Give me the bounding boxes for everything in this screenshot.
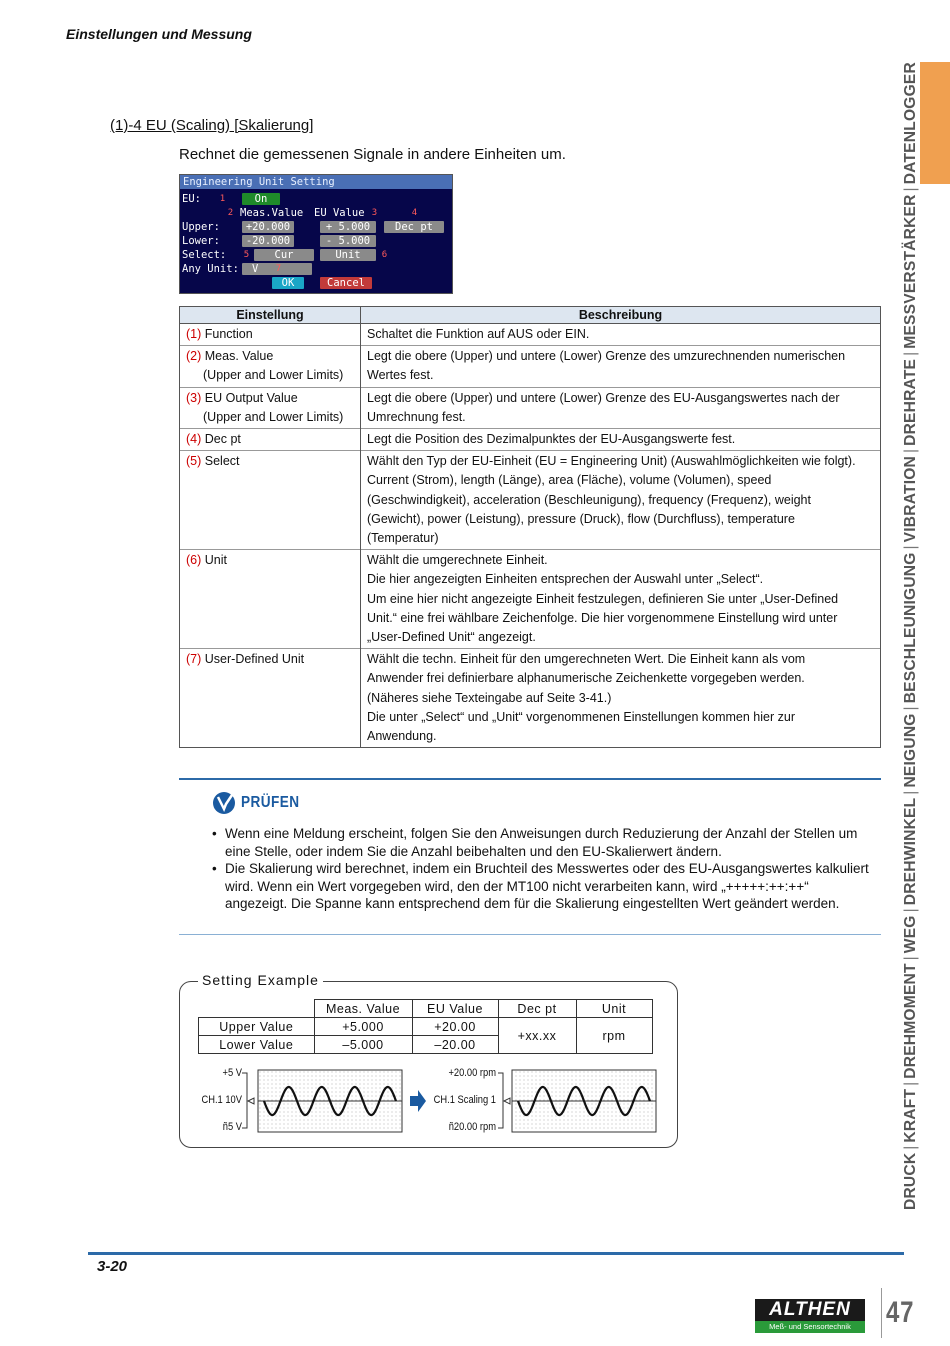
brand-logo [755, 1299, 865, 1333]
description-line: (Gewicht), power (Leistung), pressure (Druck), flow (Durchfluss), temperature [367, 511, 795, 526]
left-top-label: +5 V [222, 1067, 242, 1079]
table-row [180, 324, 881, 346]
setting-name-cell [180, 429, 361, 451]
setting-number: (7) [186, 652, 202, 667]
left-bot-label: ñ5 V [222, 1121, 242, 1133]
marker-6: 6 [381, 250, 388, 260]
side-separator: | [902, 187, 919, 192]
side-tab-neigung[interactable]: NEIGUNG [902, 713, 919, 788]
footer-separator [881, 1288, 882, 1338]
check-bullet: • Die Skalierung wird berechnet, indem ein Bruchteil des Messwertes oder des EU-Ausgangswertes kalkuliert wird. Wenn ein Wert vorgegeben wird, den der MT100 nicht verarbeiten kann, wird „+++++:++:++“ angezeigt. Die Spanne kann entsprechend dem für die Skalierung eingestellten Wert geändert werden. [212, 860, 872, 913]
screen-anyunit-label: Any Unit: [182, 263, 239, 275]
check-bullet: • Wenn eine Meldung erscheint, folgen Sie den Anweisungen durch Reduzierung der Anzahl der Stellen um eine Stelle, oder indem Sie die Anzahl beibehalten und den EU-Skalierwert ändern. [212, 825, 872, 860]
setting-description-cell [361, 429, 881, 451]
setting-name: Meas. Value [204, 349, 274, 364]
side-tab-weg[interactable]: WEG [902, 915, 919, 954]
setting-name: Select [204, 454, 240, 469]
screen-select-value: Cur [254, 249, 314, 261]
left-marker-icon [248, 1098, 254, 1104]
description-line: Wählt die techn. Einheit für den umgerechneten Wert. Die Einheit kann als vom [367, 652, 806, 667]
marker-7: 7 [275, 264, 282, 274]
right-bracket [498, 1073, 503, 1128]
screen-decpt: Dec pt [384, 221, 444, 233]
side-separator: | [902, 545, 919, 550]
description-line: Anwendung. [367, 729, 437, 744]
setting-name: Unit [204, 553, 227, 568]
description-line: Wählt die umgerechnete Einheit. [367, 553, 548, 568]
example-header-decpt: Dec pt [498, 1000, 576, 1018]
setting-description-cell [361, 550, 881, 649]
setting-name-cell [180, 451, 361, 550]
section-title: (1)-4 EU (Scaling) [Skalierung] [110, 117, 314, 134]
side-separator: | [902, 790, 919, 795]
table-row [180, 550, 881, 649]
description-line: Legt die obere (Upper) und untere (Lower) Grenze des EU-Ausgangswertes nach der [367, 390, 840, 405]
marker-2: 2 [227, 208, 234, 218]
side-tab-datenlogger[interactable]: DATENLOGGER [902, 62, 919, 185]
side-separator: | [902, 1081, 919, 1086]
side-tab-beschleunigung[interactable]: BESCHLEUNIGUNG [902, 552, 919, 704]
example-upper-meas: +5.000 [314, 1018, 412, 1036]
right-plot [512, 1070, 656, 1132]
example-unit: rpm [576, 1018, 652, 1054]
setting-subname: (Upper and Lower Limits) [203, 409, 344, 424]
section-intro: Rechnet die gemessenen Signale in andere Einheiten um. [179, 146, 566, 163]
setting-description-cell [361, 649, 881, 748]
description-line: (Temperatur) [367, 531, 439, 546]
example-lower-label: Lower Value [199, 1036, 315, 1054]
setting-number: (5) [186, 454, 202, 469]
table-header-description: Beschreibung [361, 307, 881, 324]
check-bottom-rule [179, 934, 881, 935]
example-header-meas: Meas. Value [314, 1000, 412, 1018]
header-title: Einstellungen und Messung [66, 26, 252, 42]
description-line: Schaltet die Funktion auf AUS oder EIN. [367, 327, 590, 341]
example-header-unit: Unit [576, 1000, 652, 1018]
check-icon [212, 791, 238, 815]
left-plot [258, 1070, 402, 1132]
setting-name: EU Output Value [204, 390, 298, 405]
setting-name-cell [180, 346, 361, 387]
setting-number: (6) [186, 553, 202, 568]
marker-3: 3 [371, 208, 378, 218]
side-separator: | [902, 908, 919, 913]
table-row [180, 429, 881, 451]
screen-lower-meas: -20.000 [242, 235, 294, 247]
setting-name-cell [180, 649, 361, 748]
left-bracket [242, 1073, 247, 1128]
side-separator: | [902, 1145, 919, 1150]
side-tab-vibration[interactable]: VIBRATION [902, 455, 919, 543]
brand-name: ALTHEN [755, 1299, 865, 1321]
table-row [180, 387, 881, 428]
right-top-label: +20.00 rpm [448, 1067, 496, 1079]
page-number-left: 3-20 [97, 1258, 128, 1275]
screen-eu-label: EU: [182, 193, 201, 205]
side-separator: | [902, 351, 919, 356]
settings-table-body [180, 324, 881, 748]
screen-upper-label: Upper: [182, 221, 220, 233]
description-line: Current (Strom), length (Länge), area (Fläche), volume (Volumen), speed [367, 473, 772, 488]
screen-title: Engineering Unit Setting [180, 175, 453, 189]
check-bullet-text: Die Skalierung wird berechnet, indem ein Bruchteil des Messwertes oder des EU-Ausgangswertes kalkuliert wird. Wenn ein Wert vorgegeben wird, den der MT100 nicht verarbeiten kann, wird „+++++:++:++“ angezeigt. Die Spanne kann entsprechend dem für die Skalierung eingestellten Wert geändert werden. [225, 861, 869, 911]
screen-eu-toggle: On [242, 193, 280, 205]
setting-description-cell [361, 387, 881, 428]
setting-description-cell [361, 346, 881, 387]
description-line: Wertes fest. [367, 368, 434, 383]
screen-upper-eu: + 5.000 [320, 221, 376, 233]
settings-table [179, 306, 881, 748]
arrow-right-icon [410, 1090, 426, 1112]
setting-description-cell [361, 451, 881, 550]
description-line: Anwender frei definierbare alphanumerische Zeichenkette vorgegeben werden. [367, 671, 805, 686]
setting-name: User-Defined Unit [204, 652, 305, 667]
table-header-setting: Einstellung [180, 307, 361, 324]
description-line: Die unter „Select“ und „Unit“ vorgenommenen Einstellungen kommen hier zur [367, 709, 795, 724]
setting-name: Function [204, 327, 253, 341]
table-row [180, 346, 881, 387]
setting-subname: (Upper and Lower Limits) [203, 368, 344, 383]
left-mid-label: CH.1 10V [201, 1094, 242, 1106]
setting-example-title: Setting Example [198, 972, 323, 988]
side-tab-messverstärker[interactable]: MESSVERSTÄRKER [902, 194, 919, 349]
description-line: Umrechnung fest. [367, 409, 466, 424]
check-heading [212, 791, 310, 815]
example-blank-header [199, 1000, 315, 1018]
right-marker-icon [504, 1098, 510, 1104]
setting-number: (4) [186, 432, 202, 447]
example-decpt: +xx.xx [498, 1018, 576, 1054]
description-line: Unit.“ eine frei wählbare Zeichenfolge. Die hier vorgenommene Einstellung wird unter [367, 610, 838, 625]
description-line: Wählt den Typ der EU-Einheit (EU = Engineering Unit) (Auswahlmöglichkeiten wie folgt). [367, 454, 856, 469]
side-separator: | [902, 956, 919, 961]
description-line: „User-Defined Unit“ angezeigt. [367, 630, 536, 645]
setting-number: (2) [186, 349, 202, 364]
side-tab-drehrate[interactable]: DREHRATE [902, 358, 919, 446]
setting-name-cell [180, 324, 361, 346]
screen-lower-label: Lower: [182, 235, 220, 247]
screen-lower-eu: - 5.000 [320, 235, 376, 247]
setting-name-cell [180, 387, 361, 428]
right-bot-label: ñ20.00 rpm [448, 1121, 496, 1133]
side-tab-drehmoment[interactable]: DREHMOMENT [902, 963, 919, 1079]
screen-unit-value: Unit [320, 249, 376, 261]
screen-eu-header: EU Value [314, 207, 365, 219]
side-tab-kraft[interactable]: KRAFT [902, 1088, 919, 1143]
marker-5: 5 [243, 250, 250, 260]
brand-tagline: Meß- und Sensortechnik [755, 1321, 865, 1333]
eu-setting-screen [179, 174, 453, 294]
side-tab-druck[interactable]: DRUCK [902, 1152, 919, 1210]
check-label: PRÜFEN [241, 794, 300, 811]
example-header-eu: EU Value [412, 1000, 498, 1018]
footer-rule [88, 1252, 904, 1255]
setting-name-cell [180, 550, 361, 649]
table-row [180, 649, 881, 748]
description-line: (Geschwindigkeit), acceleration (Beschleunigung), frequency (Frequenz), weight [367, 492, 811, 507]
side-navigation [902, 62, 920, 1210]
screen-meas-header: Meas.Value [240, 207, 304, 219]
setting-number: (3) [186, 390, 202, 405]
screen-cancel-button: Cancel [320, 277, 372, 289]
marker-1: 1 [219, 194, 226, 204]
example-lower-meas: –5.000 [314, 1036, 412, 1054]
screen-anyunit-value: V [242, 263, 312, 275]
check-bullet-text: Wenn eine Meldung erscheint, folgen Sie den Anweisungen durch Reduzierung der Anzahl der Stellen um eine Stelle, oder indem Sie die Anzahl beibehalten und den EU-Skalierwert ändern. [225, 826, 858, 859]
example-upper-eu: +20.00 [412, 1018, 498, 1036]
side-tab-active-marker [920, 62, 950, 184]
description-line: (Näheres siehe Texteingabe auf Seite 3-41.) [367, 690, 612, 705]
setting-name: Dec pt [204, 432, 241, 447]
right-mid-label: CH.1 Scaling 1 [433, 1094, 496, 1106]
description-line: Um eine hier nicht angezeigte Einheit festzulegen, definieren Sie unter „User-Defined [367, 591, 839, 606]
description-line: Die hier angezeigten Einheiten entsprechen der Auswahl unter „Select“. [367, 572, 764, 587]
table-row [180, 451, 881, 550]
side-separator: | [902, 448, 919, 454]
screen-upper-meas: +20.000 [242, 221, 294, 233]
setting-example-table [198, 999, 653, 1054]
example-upper-label: Upper Value [199, 1018, 315, 1036]
check-bullets [212, 825, 872, 913]
description-line: Legt die Position des Dezimalpunktes der EU-Ausgangswerte fest. [367, 432, 736, 447]
screen-ok-button: OK [272, 277, 304, 289]
side-separator: | [902, 706, 919, 711]
signal-diagrams [242, 1066, 662, 1136]
example-lower-eu: –20.00 [412, 1036, 498, 1054]
marker-4: 4 [411, 208, 418, 218]
description-line: Legt die obere (Upper) und untere (Lower) Grenze des umzurechnenden numerischen [367, 349, 846, 364]
check-top-rule [179, 778, 881, 780]
side-tab-drehwinkel[interactable]: DREHWINKEL [902, 797, 919, 906]
page-number-right: 47 [886, 1296, 915, 1329]
setting-number: (1) [186, 327, 202, 341]
screen-select-label: Select: [182, 249, 227, 261]
setting-description-cell [361, 324, 881, 346]
